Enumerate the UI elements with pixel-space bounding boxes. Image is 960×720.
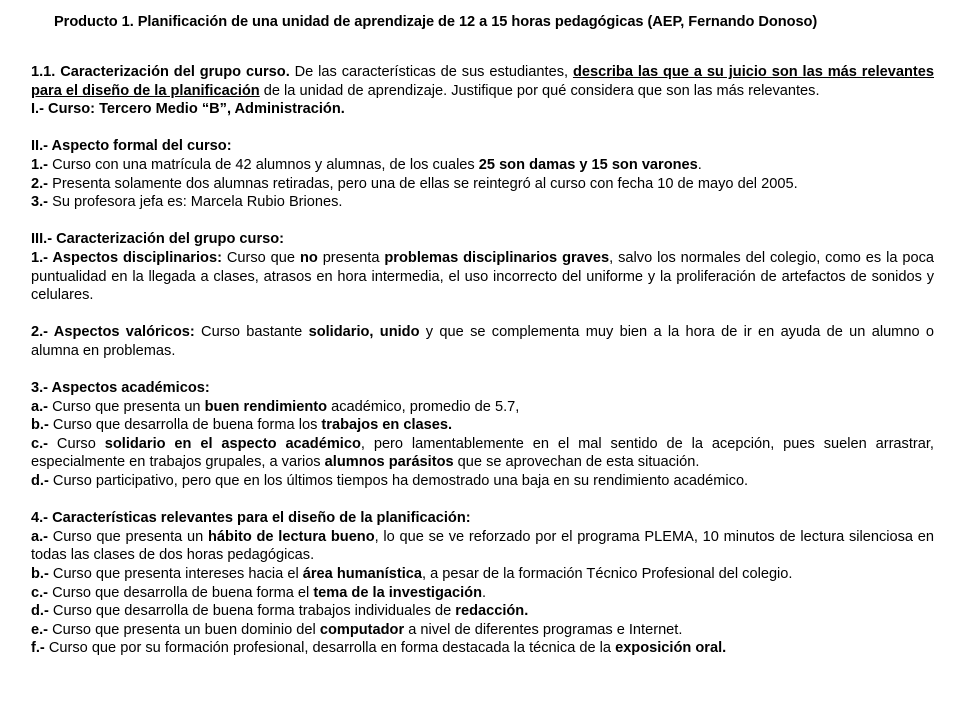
academic-label: 3.- Aspectos académicos: [31,380,210,397]
disc-b2: problemas disciplinarios graves [384,249,610,266]
section4-item-a [31,528,934,565]
item-number: 3.- [31,194,49,211]
section3-heading-text: III.- Caracterización del grupo curso: [31,231,285,248]
item-bold: buen rendimiento [204,398,328,415]
section2-item3 [31,193,934,212]
academic-item-b [31,416,934,435]
item-text: a nivel de diferentes programas e Internet. [404,621,683,638]
intro-heading: 1.1. Caracterización del grupo curso. [31,64,290,80]
item-text: Curso [48,435,105,452]
academic-item-c [31,435,934,472]
section4-item-f [31,639,934,658]
item-bold: trabajos en clases. [321,417,453,434]
item-text: Curso que desarrolla de buena forma trabajos individuales de [48,603,456,620]
item-text: . [482,584,487,601]
section4-heading [31,509,934,528]
disciplinary-paragraph [31,249,934,305]
item-bold: tema de la investigación [313,584,483,601]
val-t2: y que se complementa muy bien a la hora de ir en ayuda de un alumno o alumna en problemas. [31,324,934,359]
item-bold: área humanística [302,566,423,583]
item-text: Curso participativo, pero que en los últimos tiempos ha demostrado una baja en su rendimiento académico. [48,473,749,490]
disc-t3: , salvo los normales del colegio, como es la poca puntualidad en la llegada a clases, atrasos en hora intermedia, el uso incorrecto del uniforme y la proliferación de artefactos de sonidos y celulares. [31,249,935,304]
item-number: d.- [31,603,49,620]
item-number: b.- [31,566,49,583]
section4-item-d [31,602,934,621]
item-number: 1.- [31,156,49,173]
academic-heading [31,379,934,398]
item-number: a.- [31,528,49,545]
item-text: Su profesora jefa es: Marcela Rubio Briones. [48,194,343,211]
item-text: Curso que desarrolla de buena forma los [48,417,322,434]
values-label: 2.- Aspectos valóricos: [31,324,195,341]
item-text: Curso que por su formación profesional, desarrolla en forma destacada la técnica de la [44,640,616,657]
item-number: f.- [31,640,45,657]
item-text: que se aprovechan de esta situación. [453,454,700,471]
item-text: Curso con una matrícula de 42 alumnos y alumnas, de los cuales [48,156,479,173]
item-text: Presenta solamente dos alumnas retiradas, pero una de ellas se reintegró al curso con fecha 10 de mayo del 2005. [48,175,798,192]
item-bold: computador [319,621,405,638]
item-number: c.- [31,584,49,601]
section4-item-b [31,565,934,584]
document-title: Producto 1. Planificación de una unidad de aprendizaje de 12 a 15 horas pedagógicas (AEP, Fernando Donoso) [54,14,818,30]
item-number: b.- [31,417,49,434]
intro-paragraph [31,63,934,100]
item-bold: solidario en el aspecto académico [104,435,361,452]
item-number: c.- [31,435,49,452]
item-text: Curso que desarrolla de buena forma el [48,584,314,601]
item-bold: alumnos parásitos [324,454,454,471]
item-bold: exposición oral. [615,640,727,657]
item-text: , lo que se ve reforzado por el programa PLEMA, 10 minutos de lectura silenciosa en todas las clases de dos horas pedagógicas. [31,528,934,564]
disciplinary-label: 1.- Aspectos disciplinarios: [31,249,222,266]
section2-heading [31,137,934,156]
academic-item-d [31,472,934,491]
section4-item-c [31,584,934,603]
academic-item-a [31,398,934,417]
intro-text-a: De las características de sus estudiantes, [289,64,573,80]
disc-t1: Curso que [221,249,300,266]
item-number: d.- [31,473,49,490]
val-b1: solidario, unido [308,324,420,341]
item-text: Curso que presenta un buen dominio del [48,621,320,638]
values-paragraph [31,323,934,360]
item-text: Curso que presenta intereses hacia el [48,566,303,583]
section4-item-e [31,621,934,640]
intro-underlined-text: describa las que a su juicio son las más relevantes para el diseño de la planificación [31,64,934,99]
section2-item1 [31,156,934,175]
intro-text-b: de la unidad de aprendizaje. Justifique por qué considera que son las más relevantes. [259,82,820,99]
val-t1: Curso bastante [194,324,309,341]
item-bold: hábito de lectura bueno [208,528,375,545]
section2-item2 [31,175,934,194]
course-text: I.- Curso: Tercero Medio “B”, Administración. [31,101,345,118]
item-bold: 25 son damas y 15 son varones [478,156,698,173]
item-number: a.- [31,398,49,415]
item-text: académico, promedio de 5.7, [327,398,520,415]
item-text: , a pesar de la formación Técnico Profesional del colegio. [422,566,793,583]
item-number: e.- [31,621,49,638]
item-number: 2.- [31,175,49,192]
item-text: Curso que presenta un [48,528,208,545]
item-bold: redacción. [455,603,529,620]
disc-b1: no [299,249,318,266]
section2-heading-text: II.- Aspecto formal del curso: [31,138,232,155]
item-text-end: . [697,156,702,173]
section3-heading [31,230,934,249]
item-text: Curso que presenta un [48,398,205,415]
section4-heading-text: 4.- Características relevantes para el diseño de la planificación: [31,510,471,527]
course-line [31,100,934,119]
item-text: , pero lamentablemente en el mal sentido de la acepción, pues suelen arrastrar, especialmente en trabajos grupales, a varios [31,435,934,471]
disc-t2: presenta [317,249,385,266]
document-body [31,63,934,658]
